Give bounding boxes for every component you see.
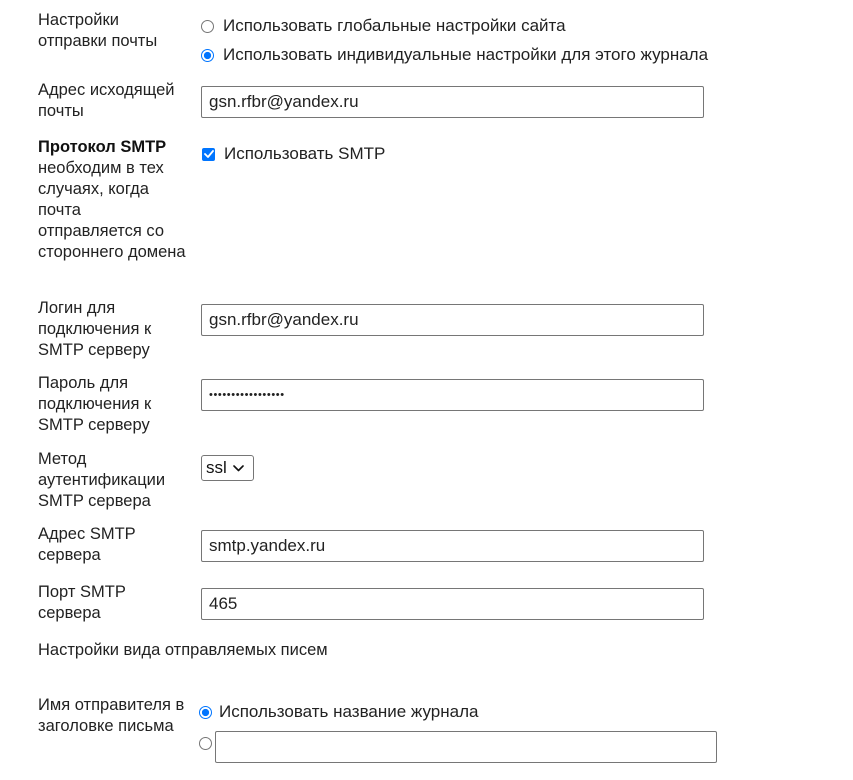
smtp-port-input[interactable]: 465 [201,588,704,620]
smtp-login-label: Логин для подключения к SMTP серверу [38,299,152,359]
smtp-protocol-label-bold: Протокол SMTP [38,138,167,156]
smtp-address-input[interactable]: smtp.yandex.ru [201,530,704,562]
sender-name-label: Имя отправителя в заголовке письма [38,696,185,735]
mail-settings-label: Настройки отправки почты [38,11,158,50]
custom-sender-input[interactable] [215,731,717,763]
use-smtp-label: Использовать SMTP [224,144,386,163]
global-settings-option-label: Использовать глобальные настройки сайта [223,16,566,35]
smtp-auth-method-select[interactable] [201,455,254,481]
global-settings-radio[interactable] [201,20,214,33]
smtp-password-label: Пароль для подключения к SMTP серверу [38,374,152,434]
global-settings-option[interactable] [201,16,566,36]
chevron-down-icon [233,465,244,472]
use-journal-name-label: Использовать название журнала [219,702,479,721]
smtp-auth-method-label: Метод аутентификации SMTP сервера [38,450,166,510]
custom-sender-radio[interactable] [199,737,212,750]
smtp-address-label: Адрес SMTP сервера [38,525,136,564]
use-smtp-checkbox[interactable] [202,148,215,161]
individual-settings-option[interactable] [201,45,708,65]
individual-settings-radio[interactable] [201,49,214,62]
smtp-password-input[interactable]: ••••••••••••••••• [201,379,704,411]
smtp-protocol-label-description: необходим в тех случаях, когда почта отправляется со стороннего домена [38,159,186,261]
checkmark-icon [204,150,214,158]
outgoing-address-input[interactable]: gsn.rfbr@yandex.ru [201,86,704,118]
outgoing-address-label: Адрес исходящей почты [38,81,175,120]
use-journal-name-radio[interactable] [199,706,212,719]
individual-settings-option-label: Использовать индивидуальные настройки для этого журнала [223,45,709,64]
use-journal-name-option[interactable] [199,702,478,722]
smtp-port-label: Порт SMTP сервера [38,583,126,622]
use-smtp-option[interactable] [202,144,385,164]
smtp-login-input[interactable]: gsn.rfbr@yandex.ru [201,304,704,336]
smtp-auth-method-value: ssl [206,458,227,477]
smtp-protocol-label [38,137,188,263]
appearance-heading: Настройки вида отправляемых писем [38,641,328,659]
